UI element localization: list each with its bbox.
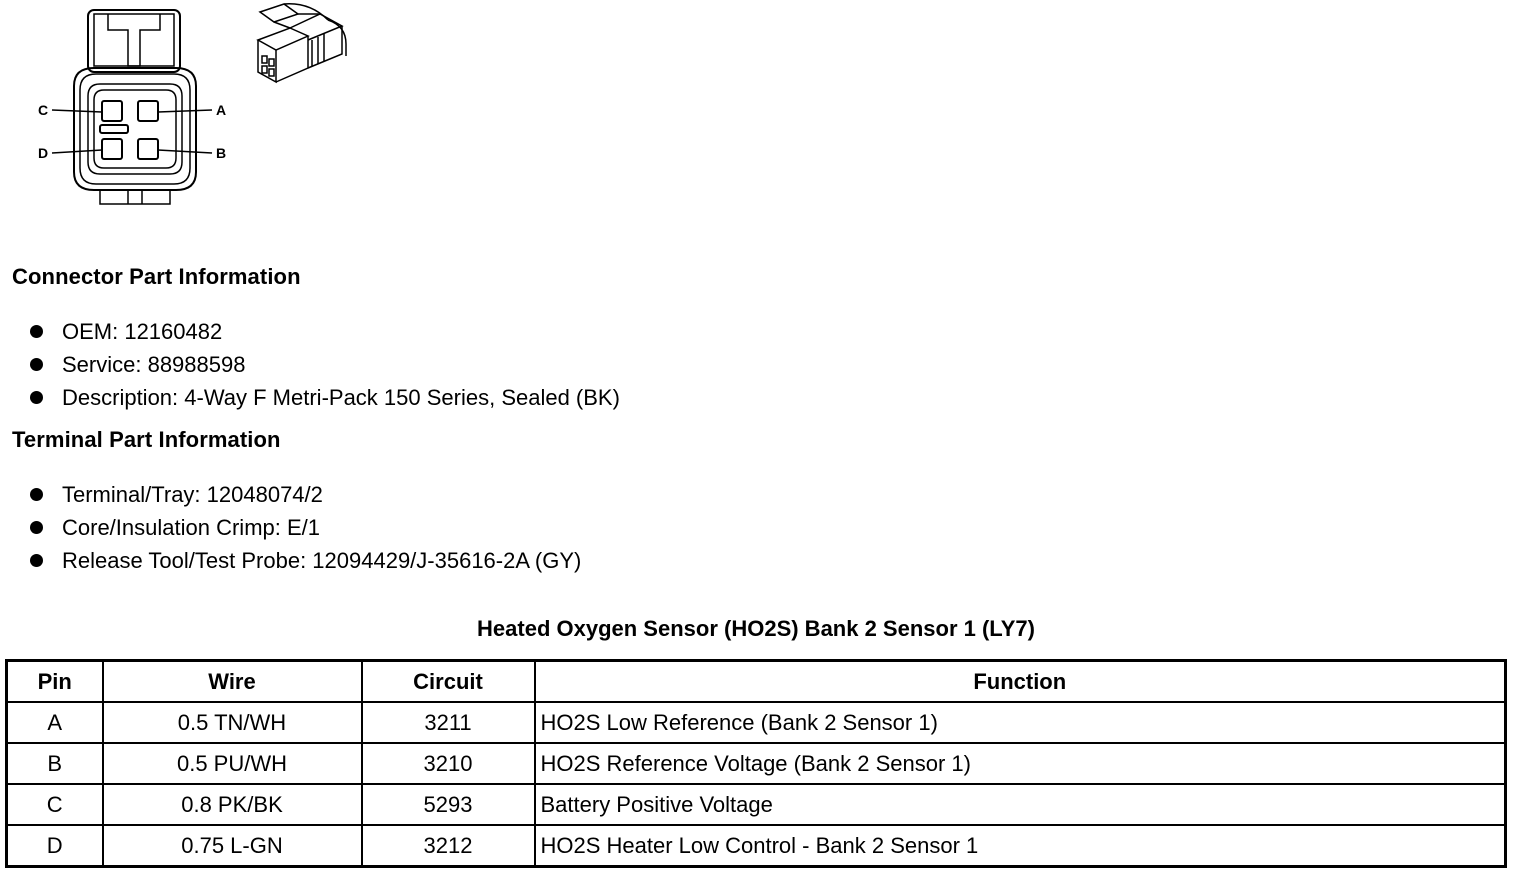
cell-wire: 0.8 PK/BK xyxy=(103,784,362,825)
cell-circuit: 5293 xyxy=(362,784,535,825)
cell-function: HO2S Heater Low Control - Bank 2 Sensor 1 xyxy=(535,825,1506,867)
connector-info-heading: Connector Part Information xyxy=(12,264,301,289)
pin-label-c: C xyxy=(38,102,49,118)
cell-pin: A xyxy=(7,702,103,743)
list-item: Core/Insulation Crimp: E/1 xyxy=(28,511,581,544)
cell-pin: D xyxy=(7,825,103,867)
list-item: Terminal/Tray: 12048074/2 xyxy=(28,478,581,511)
pin-label-d: D xyxy=(38,145,49,161)
cell-wire: 0.75 L-GN xyxy=(103,825,362,867)
cell-circuit: 3210 xyxy=(362,743,535,784)
cell-circuit: 3212 xyxy=(362,825,535,867)
cell-function: Battery Positive Voltage xyxy=(535,784,1506,825)
pin-label-b: B xyxy=(216,145,227,161)
table-row xyxy=(7,743,1506,784)
cell-circuit: 3211 xyxy=(362,702,535,743)
header-function: Function xyxy=(535,661,1506,703)
pin-label-a: A xyxy=(216,102,227,118)
list-item: Service: 88988598 xyxy=(28,348,620,381)
table-row xyxy=(7,825,1506,867)
connector-face-diagram xyxy=(30,0,240,215)
cell-pin: C xyxy=(7,784,103,825)
terminal-info-heading: Terminal Part Information xyxy=(12,427,281,452)
cell-pin: B xyxy=(7,743,103,784)
pinout-table xyxy=(5,659,1507,868)
list-item: Description: 4-Way F Metri-Pack 150 Series, Sealed (BK) xyxy=(28,381,620,414)
cell-function: HO2S Reference Voltage (Bank 2 Sensor 1) xyxy=(535,743,1506,784)
table-row xyxy=(7,784,1506,825)
header-pin: Pin xyxy=(7,661,103,703)
table-row xyxy=(7,702,1506,743)
connector-isometric-diagram xyxy=(250,0,360,85)
cell-wire: 0.5 PU/WH xyxy=(103,743,362,784)
header-circuit: Circuit xyxy=(362,661,535,703)
list-item: OEM: 12160482 xyxy=(28,315,620,348)
header-wire: Wire xyxy=(103,661,362,703)
table-title: Heated Oxygen Sensor (HO2S) Bank 2 Sensor 1 (LY7) xyxy=(477,616,1035,641)
connector-info-list xyxy=(28,315,620,414)
terminal-info-list xyxy=(28,478,581,577)
table-header-row xyxy=(7,661,1506,703)
cell-wire: 0.5 TN/WH xyxy=(103,702,362,743)
list-item: Release Tool/Test Probe: 12094429/J-35616-2A (GY) xyxy=(28,544,581,577)
cell-function: HO2S Low Reference (Bank 2 Sensor 1) xyxy=(535,702,1506,743)
